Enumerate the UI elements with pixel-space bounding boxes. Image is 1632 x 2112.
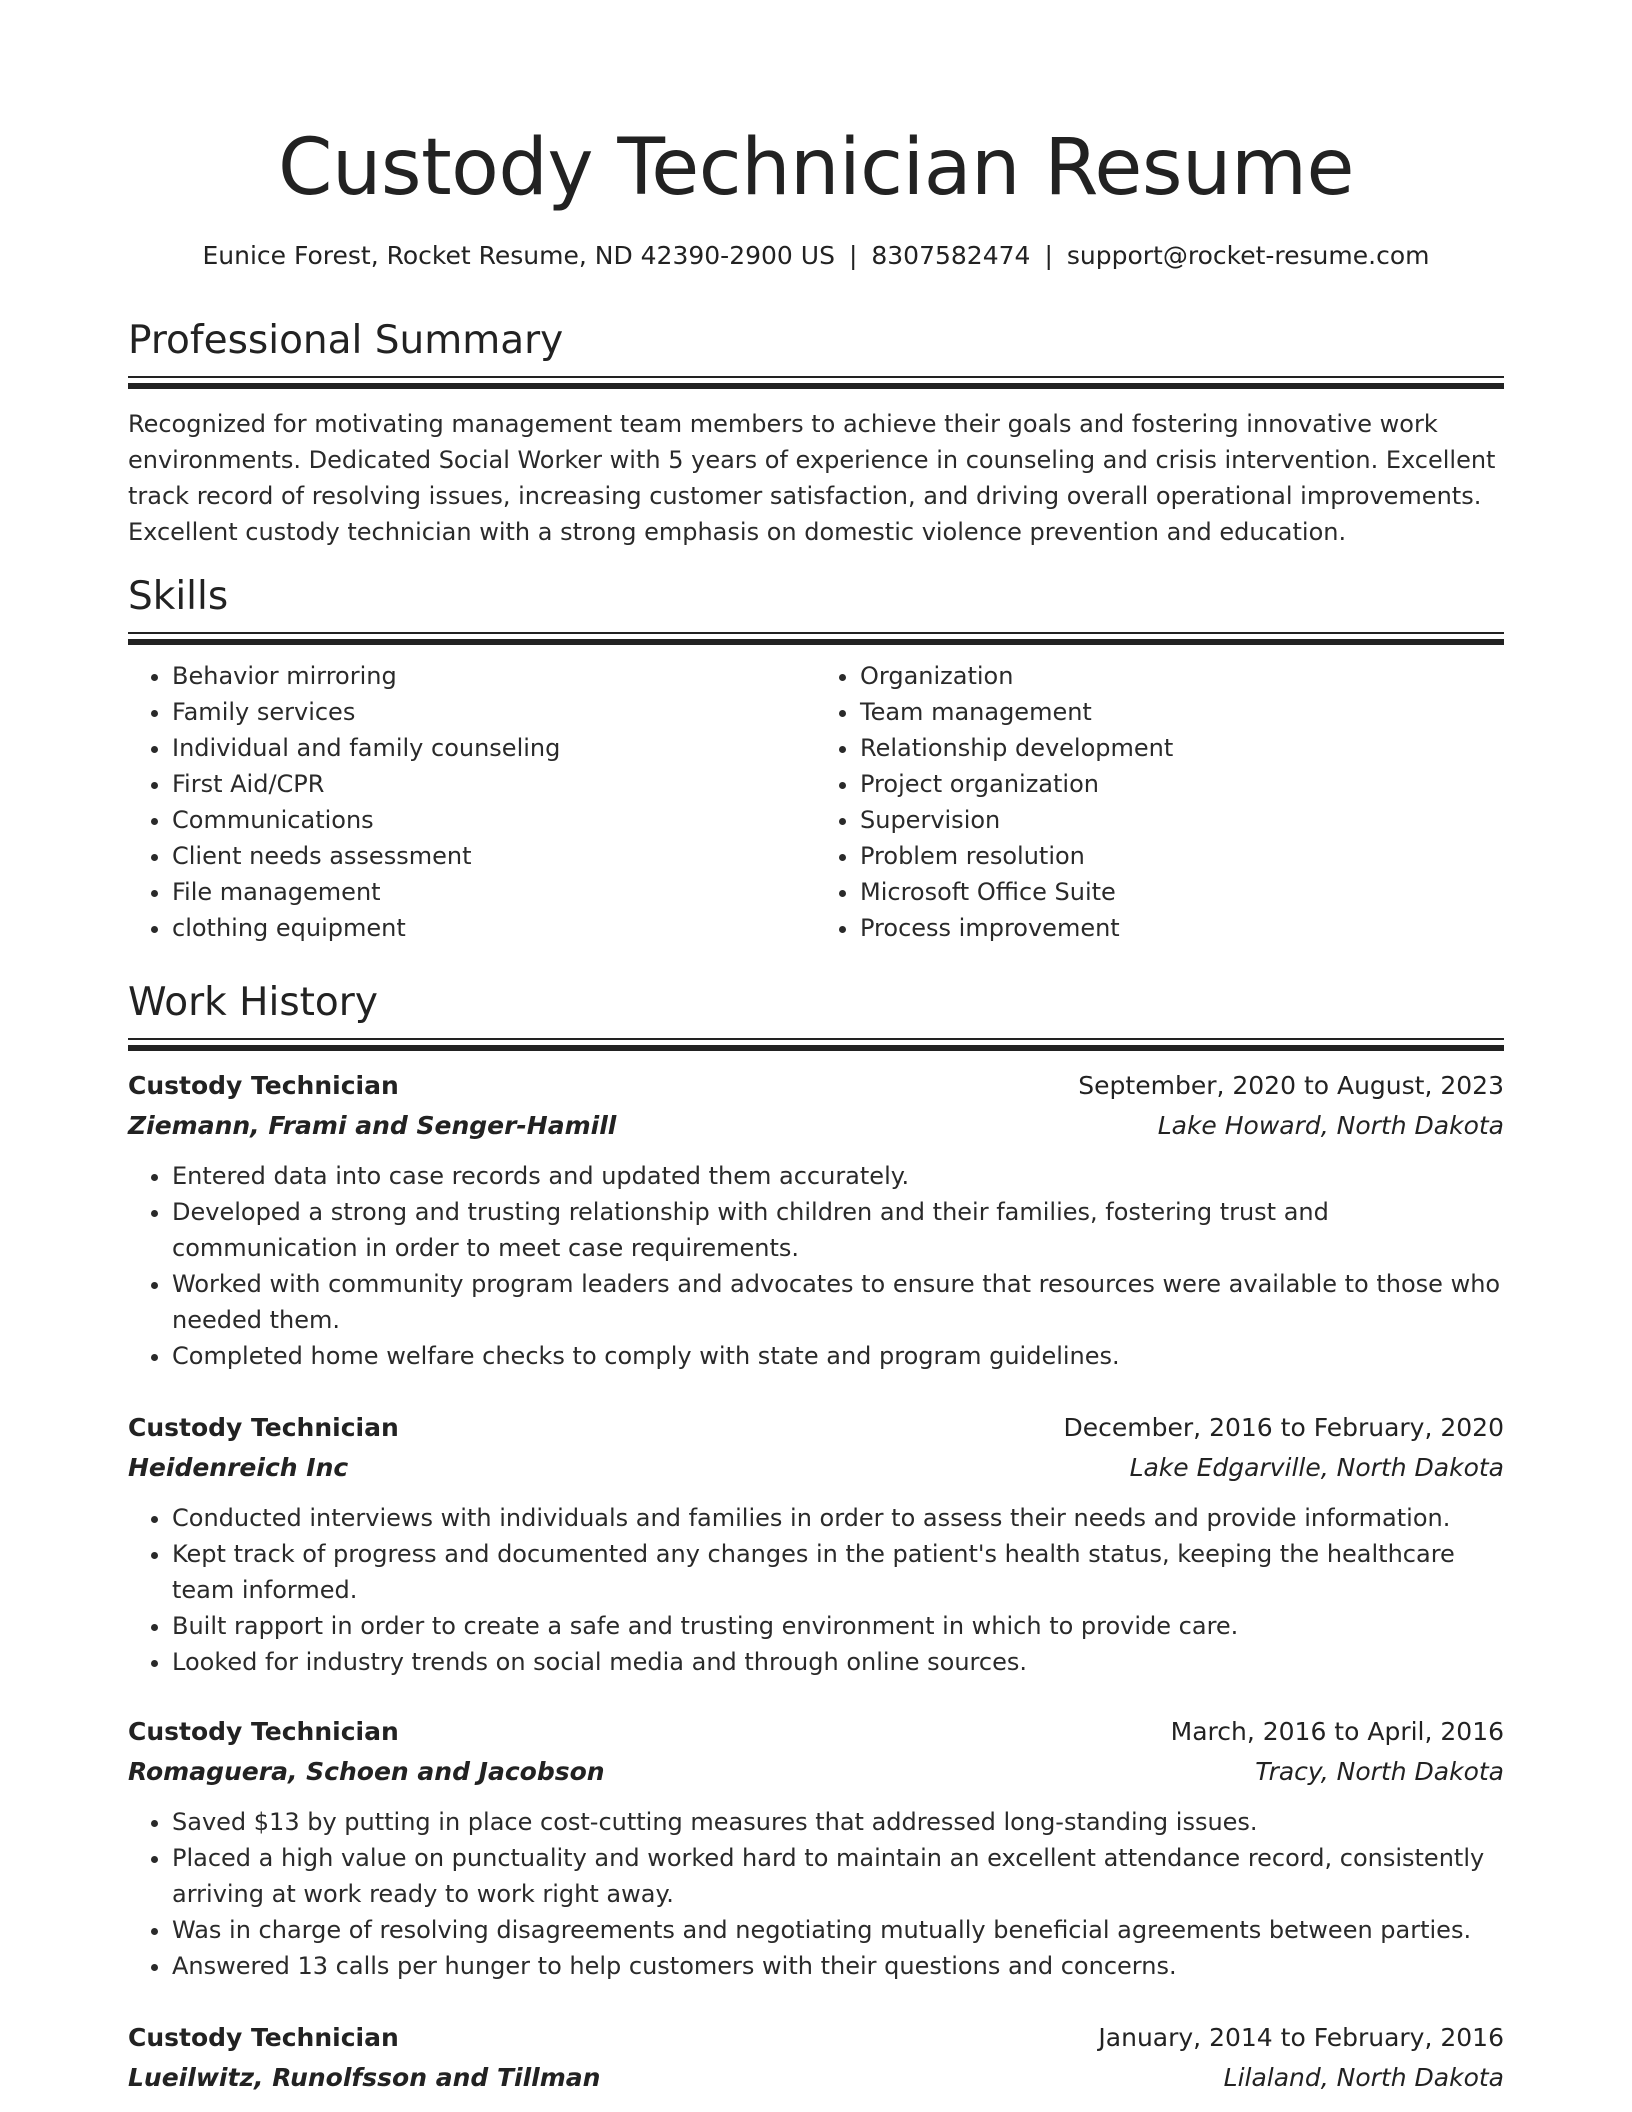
skill-item: • Individual and family counseling [172, 730, 816, 766]
section-heading-skills: Skills [128, 574, 229, 619]
job-bullet: • Was in charge of resolving disagreements and negotiating mutually beneficial agreements between parties. [172, 1912, 1504, 1948]
job-header-row [128, 1712, 1504, 1752]
job-company: Heidenreich Inc [128, 1453, 349, 1482]
job-company-row [128, 1106, 1504, 1146]
job-header-row [128, 1408, 1504, 1448]
job-bullet: • Answered 13 calls per hunger to help customers with their questions and concerns. [172, 1948, 1504, 1984]
job-location: Lake Edgarville, North Dakota [1129, 1453, 1504, 1482]
skills-columns [128, 658, 1504, 946]
summary-text: Recognized for motivating management team members to achieve their goals and fostering innovative work environments. Dedicated Social Worker with 5 years of experience in counseling and crisis intervention. Excellent track record of resolving issues, increasing customer satisfaction, and driving overall operational improvements. Excellent custody technician with a strong emphasis on domestic violence prevention and education. [128, 410, 1496, 546]
contact-email: support@rocket-resume.com [1066, 241, 1430, 270]
contact-address: Eunice Forest, Rocket Resume, ND 42390-2900 US [202, 241, 835, 270]
job-company: Lueilwitz, Runolfsson and Tillman [128, 2063, 601, 2092]
skill-item: • Behavior mirroring [172, 658, 816, 694]
contact-separator: | [848, 241, 858, 270]
job-location: Lake Howard, North Dakota [1157, 1111, 1504, 1140]
job-entry [128, 2018, 1504, 2098]
job-company: Romaguera, Schoen and Jacobson [128, 1757, 605, 1786]
skill-item: • Family services [172, 694, 816, 730]
job-bullets [128, 1500, 1504, 1680]
job-company-row [128, 1752, 1504, 1792]
job-company: Ziemann, Frami and Senger-Hamill [128, 1111, 617, 1140]
contact-line [128, 236, 1504, 276]
job-entry [128, 1712, 1504, 1984]
job-bullets [128, 1804, 1504, 1984]
section-heading-work-history: Work History [128, 980, 378, 1025]
job-title: Custody Technician [128, 1717, 399, 1746]
job-dates: September, 2020 to August, 2023 [1078, 1071, 1504, 1100]
job-title: Custody Technician [128, 2023, 399, 2052]
job-bullet: • Kept track of progress and documented any changes in the patient's health status, keeping the healthcare team informed. [172, 1536, 1504, 1608]
job-dates: March, 2016 to April, 2016 [1170, 1717, 1504, 1746]
skills-list-left [128, 658, 816, 946]
job-company-row [128, 1448, 1504, 1488]
skills-section [128, 572, 1504, 946]
job-header-row [128, 1066, 1504, 1106]
job-dates: December, 2016 to February, 2020 [1063, 1413, 1504, 1442]
job-bullet: • Looked for industry trends on social media and through online sources. [172, 1644, 1504, 1680]
job-title: Custody Technician [128, 1413, 399, 1442]
job-bullet: • Developed a strong and trusting relationship with children and their families, fostering trust and communication in order to meet case requirements. [172, 1194, 1504, 1266]
job-location: Tracy, North Dakota [1255, 1757, 1504, 1786]
summary-section [128, 316, 1504, 550]
job-entry [128, 1066, 1504, 1374]
job-company-row [128, 2058, 1504, 2098]
job-bullet: • Worked with community program leaders and advocates to ensure that resources were available to those who needed them. [172, 1266, 1504, 1338]
skill-item: • File management [172, 874, 816, 910]
job-bullet: • Entered data into case records and updated them accurately. [172, 1158, 1504, 1194]
job-bullet: • Built rapport in order to create a safe and trusting environment in which to provide care. [172, 1608, 1504, 1644]
resume-title: Custody Technician Resume [278, 123, 1354, 213]
section-divider [128, 1038, 1504, 1050]
skill-item: • clothing equipment [172, 910, 816, 946]
skills-list-right [816, 658, 1504, 946]
skill-item: • Supervision [860, 802, 1504, 838]
contact-phone: 8307582474 [871, 241, 1031, 270]
job-entry [128, 1408, 1504, 1680]
skill-item: • Process improvement [860, 910, 1504, 946]
section-heading-summary: Professional Summary [128, 318, 564, 363]
skill-item: • Microsoft Office Suite [860, 874, 1504, 910]
skill-item: • Communications [172, 802, 816, 838]
job-title: Custody Technician [128, 1071, 399, 1100]
skill-item: • Project organization [860, 766, 1504, 802]
job-bullet: • Saved $13 by putting in place cost-cutting measures that addressed long-standing issues. [172, 1804, 1504, 1840]
skill-item: • Client needs assessment [172, 838, 816, 874]
skill-item: • Relationship development [860, 730, 1504, 766]
work-history-section [128, 978, 1504, 1050]
skill-item: • Team management [860, 694, 1504, 730]
job-bullet: • Placed a high value on punctuality and worked hard to maintain an excellent attendance record, consistently arriving at work ready to work right away. [172, 1840, 1504, 1912]
job-dates: January, 2014 to February, 2016 [1098, 2023, 1504, 2052]
section-divider [128, 632, 1504, 644]
skill-item: • Organization [860, 658, 1504, 694]
contact-separator: | [1044, 241, 1053, 270]
job-bullet: • Completed home welfare checks to comply with state and program guidelines. [172, 1338, 1504, 1374]
job-location: Lilaland, North Dakota [1223, 2063, 1504, 2092]
job-bullet: • Conducted interviews with individuals and families in order to assess their needs and provide information. [172, 1500, 1504, 1536]
section-divider [128, 376, 1504, 388]
job-header-row [128, 2018, 1504, 2058]
skill-item: • First Aid/CPR [172, 766, 816, 802]
job-bullets [128, 1158, 1504, 1374]
skill-item: • Problem resolution [860, 838, 1504, 874]
